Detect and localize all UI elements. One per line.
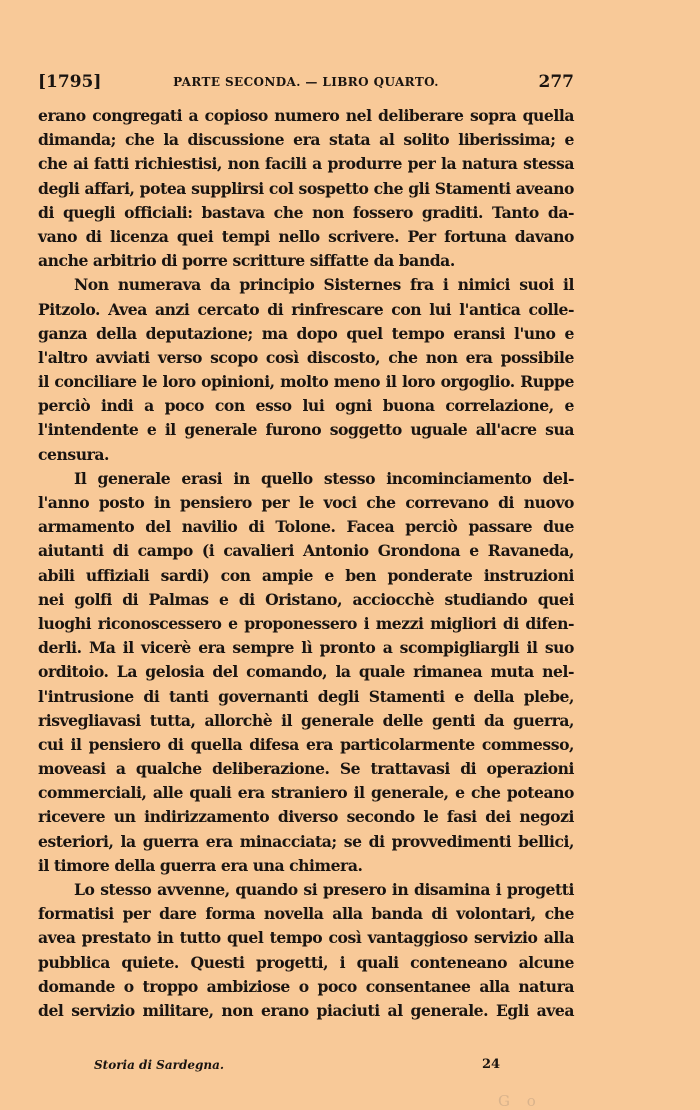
text-line: cui il pensiero di quella difesa era particolarmente commesso,	[38, 734, 574, 754]
text-line: ricevere un indirizzamento diverso secondo le fasi dei negozi	[38, 807, 574, 827]
signature-title: Storia di Sardegna.	[94, 1058, 225, 1072]
page-header	[38, 72, 574, 94]
text-line: pubblica quiete. Questi progetti, i quali conteneano alcune	[38, 952, 574, 972]
text-line: esteriori, la guerra era minacciata; se di provvedimenti bellici,	[38, 831, 574, 851]
text-line: moveasi a qualche deliberazione. Se trattavasi di operazioni	[38, 759, 574, 779]
paragraph-start-line: Non numerava da principio Sisternes fra i nimici suoi il	[74, 275, 574, 295]
text-line: il timore della guerra era una chimera.	[38, 855, 363, 875]
text-line: risvegliavasi tutta, allorchè il generale delle genti da guerra,	[38, 710, 574, 730]
text-line: aiutanti di campo (i cavalieri Antonio Grondona e Ravaneda,	[38, 541, 574, 561]
text-line: vano di licenza quei tempi nello scrivere. Per fortuna davano	[38, 226, 574, 246]
text-line: l'intendente e il generale furono soggetto uguale all'acre sua	[38, 420, 574, 440]
signature-number: 24	[482, 1057, 501, 1072]
text-line: derli. Ma il vicerè era sempre lì pronto a scompigliargli il suo	[38, 638, 574, 658]
paragraph-start-line: Il generale erasi in quello stesso incominciamento del-	[74, 468, 574, 488]
page-footer	[94, 1058, 514, 1078]
text-line: che ai fatti richiestisi, non facili a produrre per la natura stessa	[38, 154, 574, 174]
text-line: anche arbitrio di porre scritture siffatte da banda.	[38, 251, 455, 271]
paragraph-start-line: Lo stesso avvenne, quando si presero in disamina i progetti	[74, 880, 574, 899]
text-line: luoghi riconoscessero e proponessero i mezzi migliori di difen-	[38, 613, 574, 633]
text-line: commerciali, alle quali era straniero il generale, e che poteano	[38, 783, 574, 803]
body-text	[38, 104, 574, 1023]
text-line: formatisi per dare forma novella alla banda di volontari, che	[38, 904, 574, 924]
text-line: domande o troppo ambiziose o poco consentanee alla natura	[38, 976, 574, 996]
text-line: del servizio militare, non erano piaciuti al generale. Egli avea	[38, 1000, 574, 1020]
text-line: abili uffiziali sardi) con ampie e ben ponderate instruzioni	[38, 565, 574, 585]
header-year: [1795]	[38, 72, 102, 92]
text-line: ganza della deputazione; ma dopo quel tempo eransi l'uno e	[38, 323, 574, 343]
text-line: censura.	[38, 444, 110, 464]
text-line: erano congregati a copioso numero nel deliberare sopra quella	[38, 106, 574, 125]
text-line: degli affari, potea supplirsi col sospetto che gli Stamenti aveano	[38, 178, 574, 198]
text-line: perciò indi a poco con esso lui ogni buona correlazione, e	[38, 396, 574, 416]
text-line: di quegli officiali: bastava che non fossero graditi. Tanto da-	[38, 202, 574, 222]
text-line: il conciliare le loro opinioni, molto meno il loro orgoglio. Ruppe	[38, 372, 574, 392]
text-line: Pitzolo. Avea anzi cercato di rinfrescare con lui l'antica colle-	[38, 299, 574, 319]
text-line: dimanda; che la discussione era stata al solito liberissima; e	[38, 130, 574, 150]
scan-watermark: G o	[498, 1092, 542, 1110]
text-line: l'intrusione di tanti governanti degli Stamenti e della plebe,	[38, 686, 574, 706]
page-number: 277	[538, 72, 574, 92]
running-title: PARTE SECONDA. — LIBRO QUARTO.	[173, 75, 439, 89]
text-line: l'anno posto in pensiero per le voci che correvano di nuovo	[38, 493, 574, 512]
text-line: avea prestato in tutto quel tempo così vantaggioso servizio alla	[38, 928, 574, 948]
text-line: nei golfi di Palmas e di Oristano, acciocchè studiando quei	[38, 589, 574, 609]
text-line: l'altro avviati verso scopo così discosto, che non era possibile	[38, 347, 574, 367]
text-line: orditoio. La gelosia del comando, la quale rimanea muta nel-	[38, 662, 574, 682]
text-line: armamento del navilio di Tolone. Facea perciò passare due	[38, 517, 574, 537]
